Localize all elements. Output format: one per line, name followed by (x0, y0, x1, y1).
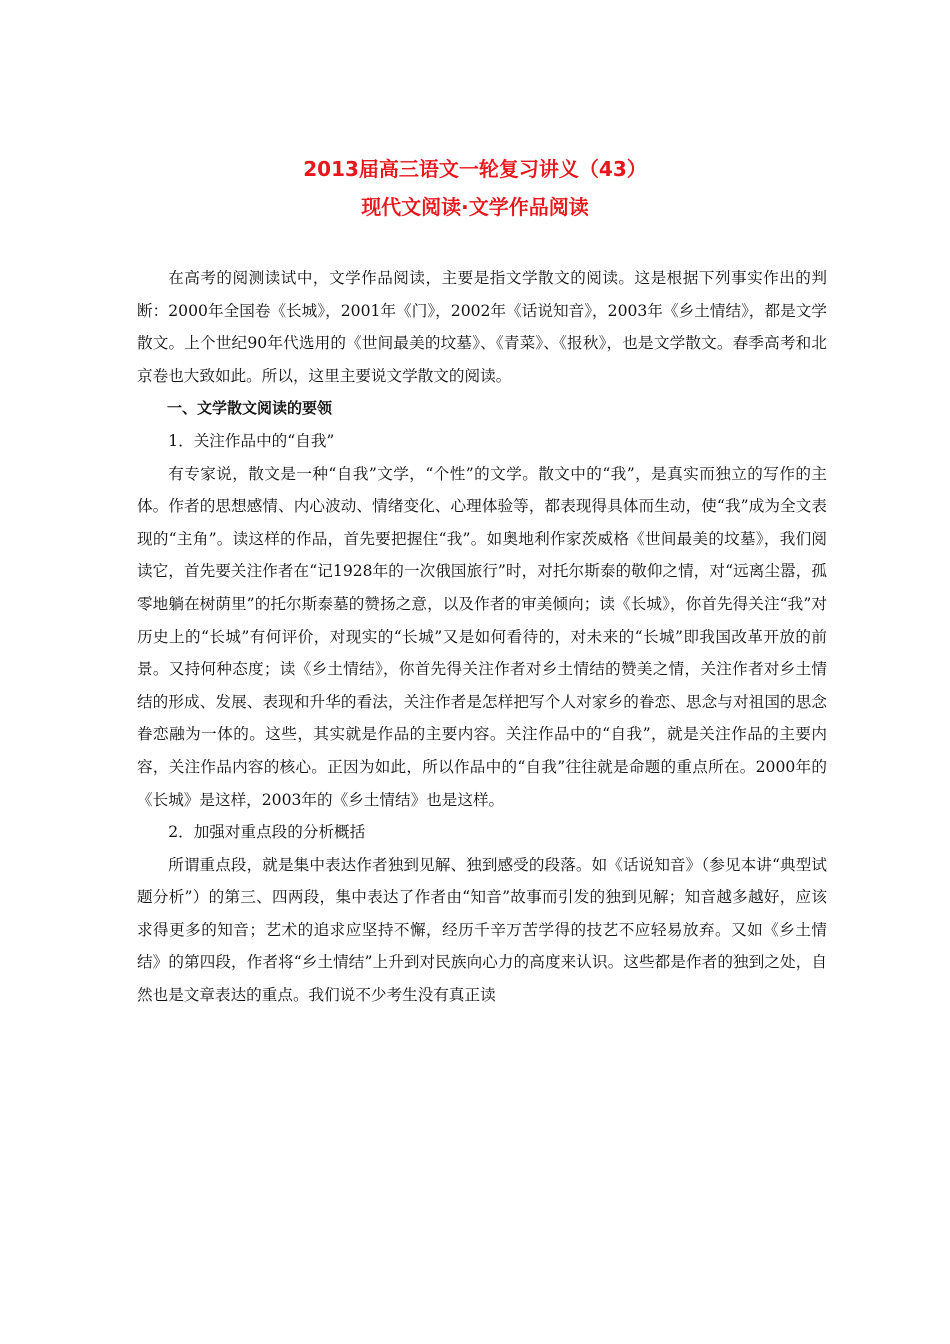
document-body (137, 262, 827, 1012)
point-1-title: 1．关注作品中的“自我” (168, 431, 335, 450)
point-2-paragraph: 所谓重点段，就是集中表达作者独到见解、独到感受的段落。如《话说知音》（参见本讲“典型试题分析”）的第三、四两段，集中表达了作者由“知音”故事而引发的独到见解；知音越多越好，应该求得更多的知音；艺术的追求应坚持不懈，经历千辛万苦学得的技艺不应轻易放弃。又如《乡土情结》的第四段，作者将“乡土情结”上升到对民族向心力的高度来认识。这些都是作者的独到之处，自然也是文章表达的重点。我们说不少考生没有真正读 (137, 855, 827, 1005)
intro-paragraph: 在高考的阅测读试中，文学作品阅读，主要是指文学散文的阅读。这是根据下列事实作出的判断：2000年全国卷《长城》，2001年《门》，2002年《话说知音》，2003年《乡土情结》，都是文学散文。上个世纪90年代选用的《世间最美的坟墓》、《青菜》、《报秋》，也是文学散文。春季高考和北京卷也大致如此。所以，这里主要说文学散文的阅读。 (137, 269, 827, 385)
document-title: 2013届高三语文一轮复习讲义（43） (303, 157, 647, 181)
point-1-paragraph: 有专家说，散文是一种“自我”文学，“个性”的文学。散文中的“我”，是真实而独立的写作的主体。作者的思想感情、内心波动、情绪变化、心理体验等，都表现得具体而生动，使“我”成为全文表现的“主角”。读这样的作品，首先要把握住“我”。如奥地利作家茨威格《世间最美的坟墓》，我们阅读它，首先要关注作者在“记1928年的一次俄国旅行”时，对托尔斯泰的敬仰之情，对“远离尘嚣，孤零地躺在树荫里”的托尔斯泰墓的赞扬之意，以及作者的审美倾向；读《长城》，你首先得关注“我”对历史上的“长城”有何评价，对现实的“长城”又是如何看待的，对未来的“长城”即我国改革开放的前景。又持何种态度；读《乡土情结》，你首先得关注作者对乡土情结的赞美之情，关注作者对乡土情结的形成、发展、表现和升华的看法，关注作者是怎样把写个人对家乡的眷恋、思念与对祖国的思念眷恋融为一体的。这些，其实就是作品的主要内容。关注作品中的“自我”，就是关注作品的主要内容，关注作品内容的核心。正因为如此，所以作品中的“自我”往往就是命题的重点所在。2000年的《长城》是这样，2003年的《乡土情结》也是这样。 (137, 464, 827, 809)
point-2-title: 2．加强对重点段的分析概括 (168, 823, 366, 842)
document-subtitle: 现代文阅读·文学作品阅读 (361, 195, 589, 219)
title-block (0, 150, 950, 226)
section-heading: 一、文学散文阅读的要领 (167, 399, 333, 418)
